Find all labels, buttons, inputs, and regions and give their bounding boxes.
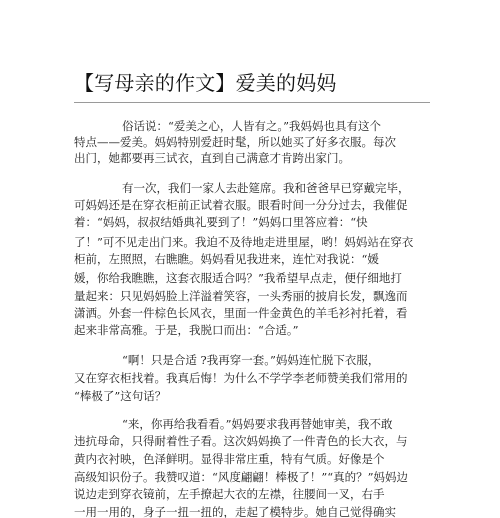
paragraph-2-line-7: 量起来：只见妈妈脸上洋溢着笑容，一头秀丽的披肩长发，飘逸而 xyxy=(74,289,408,303)
paragraph-4-line-4: 高级知识份子。我赞叹道：“风度翩翩！棒极了！”“真的？”妈妈边 xyxy=(74,470,409,484)
paragraph-2-line-1: 有一次，我们一家人去赴筵席。我和爸爸早已穿戴完毕， xyxy=(122,181,410,195)
paragraph-4-line-2: 违抗母命，只得耐着性子看。这次妈妈换了一件青色的长大衣，与 xyxy=(74,434,408,448)
paragraph-2-line-3: 着：“妈妈，叔叔结婚典礼要到了！”妈妈口里答应着：“快 xyxy=(74,215,368,229)
paragraph-4-line-5: 说边走到穿衣镜前，左手撩起大衣的左襟，往腰间一叉，右手 xyxy=(74,487,385,501)
article-title: 【写母亲的作文】爱美的妈妈 xyxy=(74,71,337,95)
paragraph-1-line-2: 特点——爱美。妈妈特别爱赶时髦，所以她买了好多衣服。每次 xyxy=(74,135,396,149)
paragraph-2-line-6: 媛，你给我瞧瞧，这套衣服适合吗？”我希望早点走，便仔细地打 xyxy=(74,271,402,285)
paragraph-4-line-6: 一用一用的，身子一扭一扭的，走起了模特步。她自己觉得确实 xyxy=(74,505,396,518)
paragraph-2-line-5: 柜前，左照照，右瞧瞧。妈妈看见我进来，连忙对我说：“媛 xyxy=(74,252,379,266)
paragraph-4-line-1: “来，你再给我看看。”妈妈要求我再替她审美，我不敢 xyxy=(122,417,393,431)
paragraph-1-line-3: 出门，她都要再三试衣，直到自己满意才肯跨出家门。 xyxy=(74,151,350,165)
paragraph-3-line-2: 又在穿衣柜找着。我真后悔！为什么不学学李老师赞美我们常用的 xyxy=(74,371,408,385)
title-divider xyxy=(74,102,430,103)
paragraph-1-line-1: 俗话说：“爱美之心，人皆有之。”我妈妈也具有这个 xyxy=(122,119,382,133)
paragraph-2-line-8: 潇洒。外套一件棕色长风衣，里面一件金黄色的羊毛衫衬托着，看 xyxy=(74,306,408,320)
paragraph-2-line-2: 可妈妈还是在穿衣柜前正试着衣服。眼看时间一分分过去，我催促 xyxy=(74,198,408,212)
paragraph-2-line-4: 了！”可不见走出门来。我迫不及待地走进里屋，哟！妈妈站在穿衣 xyxy=(74,235,414,249)
paragraph-2-line-9: 起来非常高雅。于是，我脱口而出：“合适。” xyxy=(74,323,299,337)
paragraph-3-line-3: “棒极了”这句话？ xyxy=(74,389,167,403)
paragraph-3-line-1: “啊！只是合适 ?我再穿一套。”妈妈连忙脱下衣服， xyxy=(122,353,380,367)
paragraph-4-line-3: 黄内衣衬映，色泽鲜明。显得非常庄重，特有气质。好像是个 xyxy=(74,452,385,466)
